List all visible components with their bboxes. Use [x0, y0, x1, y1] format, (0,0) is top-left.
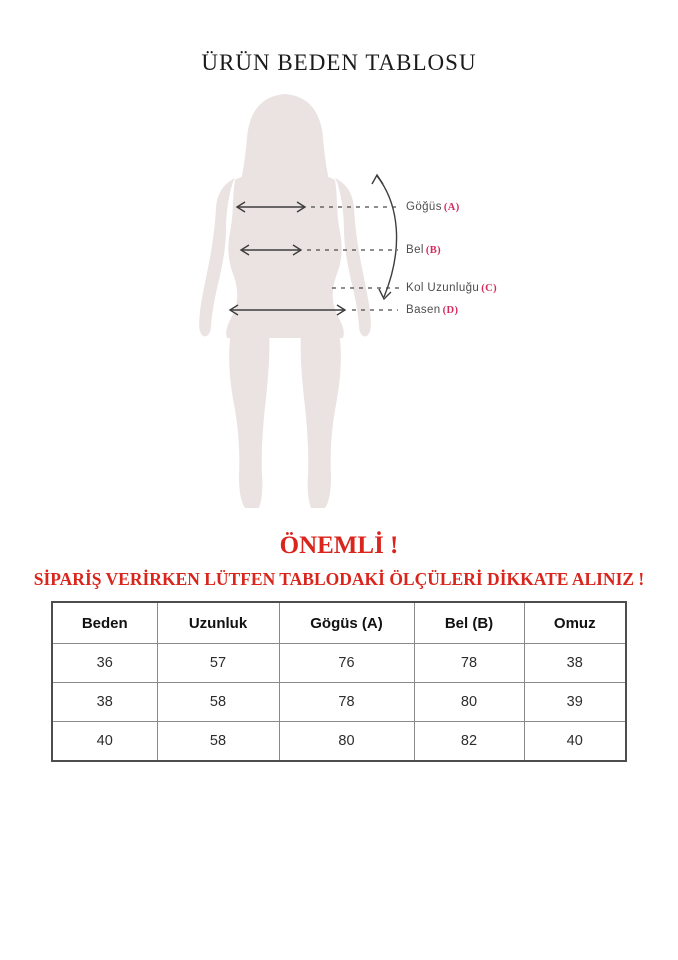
table-cell: 57: [157, 644, 279, 683]
important-heading: ÖNEMLİ !: [279, 532, 399, 559]
table-cell: 40: [524, 722, 626, 762]
label-hip-text: Basen: [406, 304, 441, 316]
table-cell: 82: [414, 722, 524, 762]
hip-arrow: [230, 305, 345, 315]
table-row: [52, 683, 626, 722]
table-row: [52, 644, 626, 683]
label-chest: [406, 201, 460, 213]
arm-length-arrow: [372, 175, 397, 299]
label-chest-text: Göğüs: [406, 201, 442, 213]
label-arm-length: [406, 282, 497, 294]
table-cell: 39: [524, 683, 626, 722]
header-omuz: Omuz: [524, 602, 626, 644]
table-cell: 40: [52, 722, 157, 762]
table-cell: 80: [414, 683, 524, 722]
label-waist-text: Bel: [406, 244, 424, 256]
label-hip-letter: (D): [442, 305, 459, 316]
label-waist: [406, 244, 441, 256]
page-title: ÜRÜN BEDEN TABLOSU: [201, 50, 477, 75]
table-cell: 58: [157, 722, 279, 762]
label-arm-length-text: Kol Uzunluğu: [406, 282, 480, 294]
label-arm-length-letter: (C): [481, 283, 497, 294]
table-cell: 58: [157, 683, 279, 722]
table-cell: 38: [524, 644, 626, 683]
table-cell: 38: [52, 683, 157, 722]
header-uzunluk: Uzunluk: [157, 602, 279, 644]
label-waist-letter: (B): [425, 245, 442, 256]
table-cell: 80: [279, 722, 414, 762]
chest-arrow: [237, 202, 305, 212]
table-cell: 36: [52, 644, 157, 683]
measurement-arrows: [0, 88, 678, 524]
waist-arrow: [241, 245, 301, 255]
table-cell: 76: [279, 644, 414, 683]
important-message: SİPARİŞ VERİRKEN LÜTFEN TABLODAKİ ÖLÇÜLERİ DİKKATE ALINIZ !: [33, 569, 645, 589]
header-gogus: Gögüs (A): [279, 602, 414, 644]
table-cell: 78: [279, 683, 414, 722]
size-table: [51, 601, 627, 762]
header-beden: Beden: [52, 602, 157, 644]
table-row: [52, 722, 626, 762]
table-cell: 78: [414, 644, 524, 683]
header-bel: Bel (B): [414, 602, 524, 644]
measurement-diagram: [0, 88, 678, 524]
label-hip: [406, 304, 458, 316]
size-table-header-row: [52, 602, 626, 644]
label-chest-letter: (A): [443, 202, 460, 213]
